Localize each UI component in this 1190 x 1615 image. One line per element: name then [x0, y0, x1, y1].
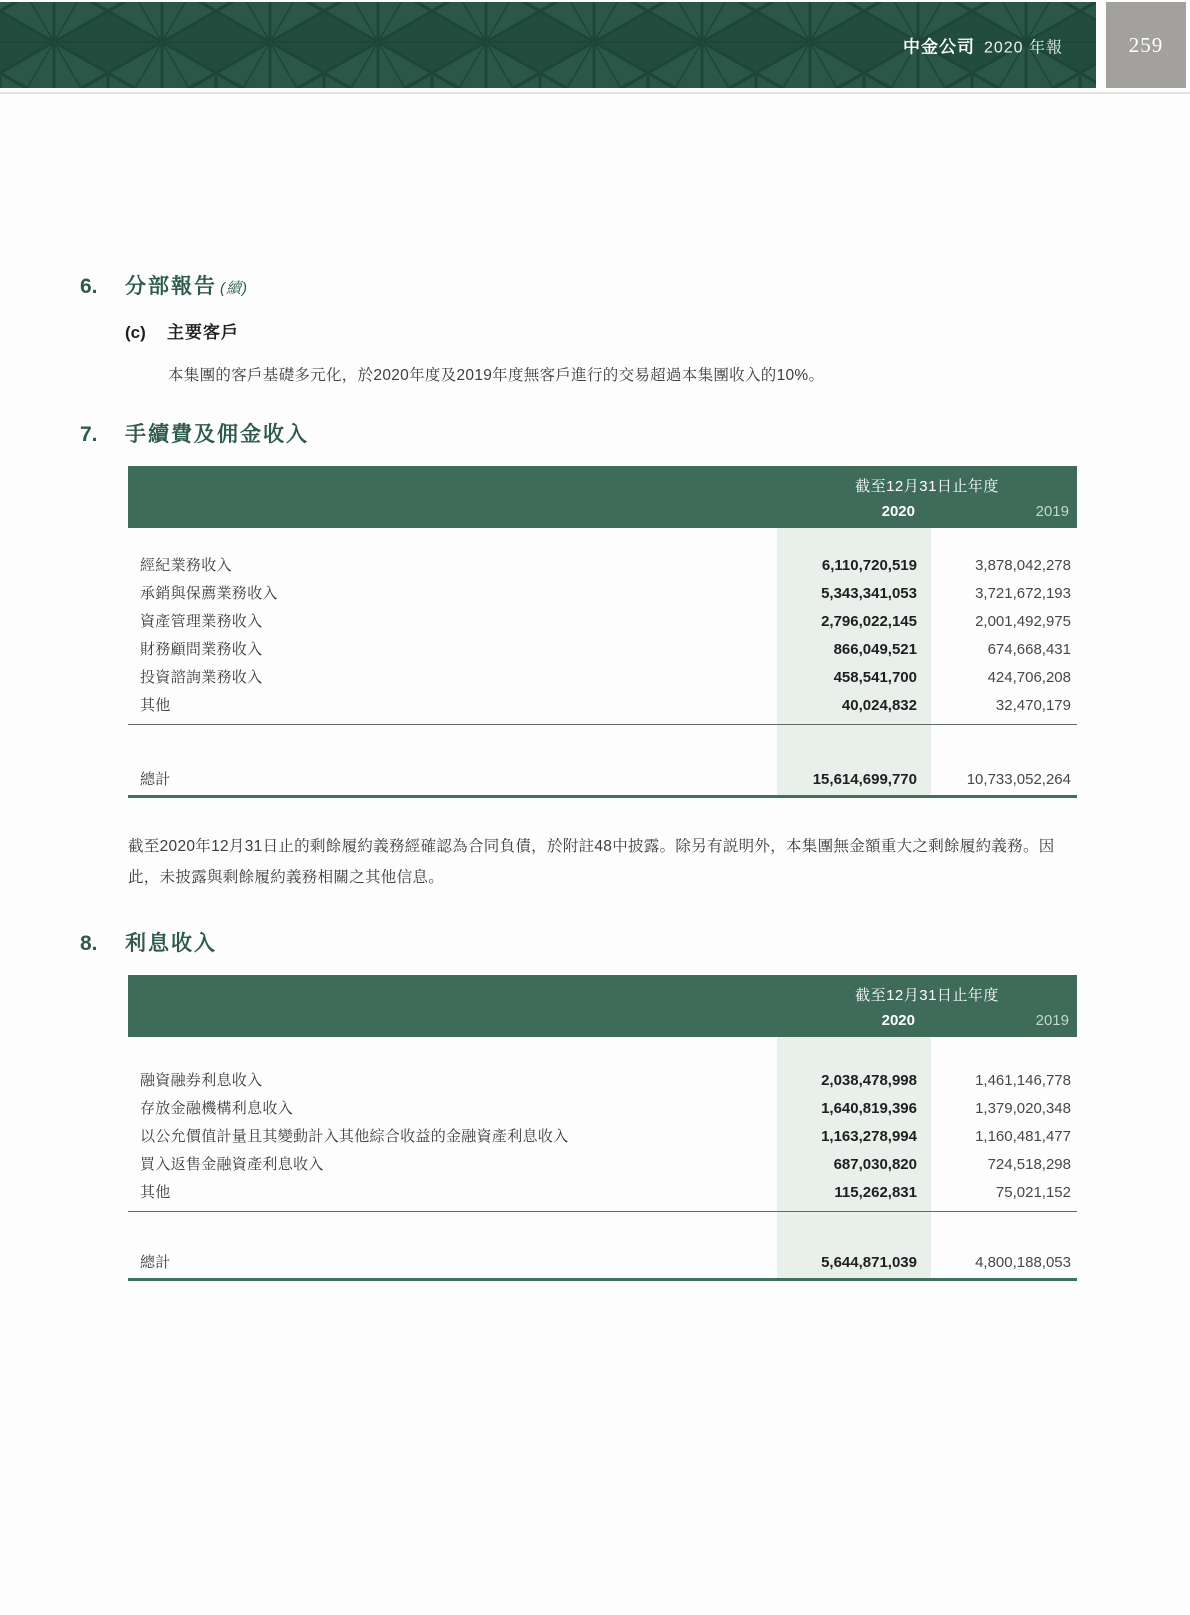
period-header-row	[128, 474, 1077, 499]
row-label: 經紀業務收入	[140, 557, 232, 574]
value-2019: 724,518,298	[987, 1156, 1071, 1173]
column-header-2019: 2019	[1035, 503, 1069, 520]
row-label: 投資諮詢業務收入	[140, 669, 263, 686]
table-row	[128, 1067, 1077, 1095]
section-segment-reporting	[80, 270, 1077, 385]
page-number-box	[1106, 2, 1186, 88]
table-body	[128, 528, 1077, 798]
table-row	[128, 664, 1077, 692]
section-heading	[80, 270, 1077, 300]
value-2019: 3,721,672,193	[975, 585, 1071, 602]
value-2020: 458,541,700	[833, 669, 917, 686]
table-row	[128, 580, 1077, 608]
column-header-2020: 2020	[881, 503, 915, 520]
subsection-title: 主要客戶	[167, 323, 239, 342]
table-row	[128, 1151, 1077, 1179]
period-header: 截至12月31日止年度	[855, 987, 999, 1004]
value-2020: 1,163,278,994	[821, 1128, 917, 1145]
company-name: 中金公司	[902, 37, 975, 57]
row-label: 總計	[140, 771, 171, 788]
section-fee-commission-income	[80, 418, 1077, 893]
value-2019: 32,470,179	[995, 697, 1071, 714]
report-year: 2020 年報	[983, 39, 1063, 57]
row-label: 買入返售金融資產利息收入	[140, 1156, 324, 1173]
section-title: 利息收入	[125, 932, 217, 955]
value-2020: 6,110,720,519	[821, 557, 917, 574]
value-2020: 40,024,832	[841, 697, 917, 714]
value-2020: 15,614,699,770	[812, 771, 917, 788]
row-label: 以公允價值計量且其變動計入其他綜合收益的金融資產利息收入	[140, 1128, 569, 1145]
value-2019: 10,733,052,264	[966, 771, 1071, 788]
subtotal-rule	[128, 724, 1077, 725]
report-title	[903, 33, 1063, 58]
continued-note: (續)	[220, 280, 248, 297]
row-label: 承銷與保薦業務收入	[140, 585, 278, 602]
value-2019: 674,668,431	[987, 641, 1071, 658]
subsection-paragraph: 本集團的客戶基礎多元化，於2020年度及2019年度無客戶進行的交易超過本集團收入的10%。	[168, 367, 825, 384]
table-header	[128, 975, 1077, 1037]
value-2019: 1,461,146,778	[975, 1072, 1071, 1089]
row-label: 其他	[140, 1184, 171, 1201]
value-2020: 1,640,819,396	[821, 1100, 917, 1117]
subsection-heading	[125, 318, 1077, 343]
section-number: 6.	[80, 275, 98, 298]
interest-income-table	[128, 975, 1077, 1281]
total-row	[128, 765, 1077, 795]
section-title: 手續費及佣金收入	[125, 423, 309, 446]
subsection-label: (c)	[125, 323, 146, 342]
fee-commission-table	[128, 466, 1077, 798]
period-header-row	[128, 983, 1077, 1008]
value-2020: 2,038,478,998	[821, 1072, 917, 1089]
page-header	[0, 0, 1190, 94]
column-header-2019: 2019	[1035, 1012, 1069, 1029]
value-2020: 687,030,820	[833, 1156, 917, 1173]
column-header-2020: 2020	[881, 1012, 915, 1029]
value-2020: 2,796,022,145	[821, 613, 917, 630]
table-row	[128, 1095, 1077, 1123]
table-body	[128, 1037, 1077, 1281]
total-row	[128, 1248, 1077, 1278]
value-2019: 1,379,020,348	[975, 1100, 1071, 1117]
row-label: 資產管理業務收入	[140, 613, 263, 630]
row-label: 財務顧問業務收入	[140, 641, 263, 658]
table-header	[128, 466, 1077, 528]
page-number: 259	[1128, 32, 1164, 57]
value-2020: 115,262,831	[834, 1184, 917, 1201]
value-2019: 3,878,042,278	[975, 557, 1071, 574]
value-2019: 424,706,208	[987, 669, 1071, 686]
row-label: 存放金融機構利息收入	[140, 1100, 294, 1117]
section-number: 7.	[80, 423, 98, 446]
value-2019: 2,001,492,975	[975, 613, 1071, 630]
table-row	[128, 636, 1077, 664]
table-row	[128, 1179, 1077, 1207]
year-header-row	[128, 499, 1077, 524]
table-row	[128, 1123, 1077, 1151]
value-2020: 866,049,521	[833, 641, 917, 658]
header-banner	[0, 2, 1096, 88]
remaining-obligation-note: 截至2020年12月31日止的剩餘履約義務經確認為合同負債，於附註48中披露。除另有説明外，本集團無金額重大之剩餘履約義務。因此，未披露與剩餘履約義務相關之其他信息。	[128, 838, 1055, 886]
section-heading	[80, 927, 1077, 957]
value-2020: 5,343,341,053	[821, 585, 917, 602]
section-heading	[80, 418, 1077, 448]
subtotal-rule	[128, 1211, 1077, 1212]
value-2019: 1,160,481,477	[975, 1128, 1071, 1145]
table-row	[128, 552, 1077, 580]
page-content	[80, 94, 1077, 1281]
section-number: 8.	[80, 932, 98, 955]
row-label: 其他	[140, 697, 171, 714]
table-row	[128, 692, 1077, 720]
row-label: 融資融券利息收入	[140, 1072, 263, 1089]
period-header: 截至12月31日止年度	[855, 478, 999, 495]
table-row	[128, 608, 1077, 636]
value-2020: 5,644,871,039	[821, 1254, 917, 1271]
year-header-row	[128, 1008, 1077, 1033]
section-interest-income	[80, 927, 1077, 1281]
section-title: 分部報告	[125, 275, 217, 298]
value-2019: 75,021,152	[995, 1184, 1071, 1201]
row-label: 總計	[140, 1254, 171, 1271]
value-2019: 4,800,188,053	[975, 1254, 1071, 1271]
